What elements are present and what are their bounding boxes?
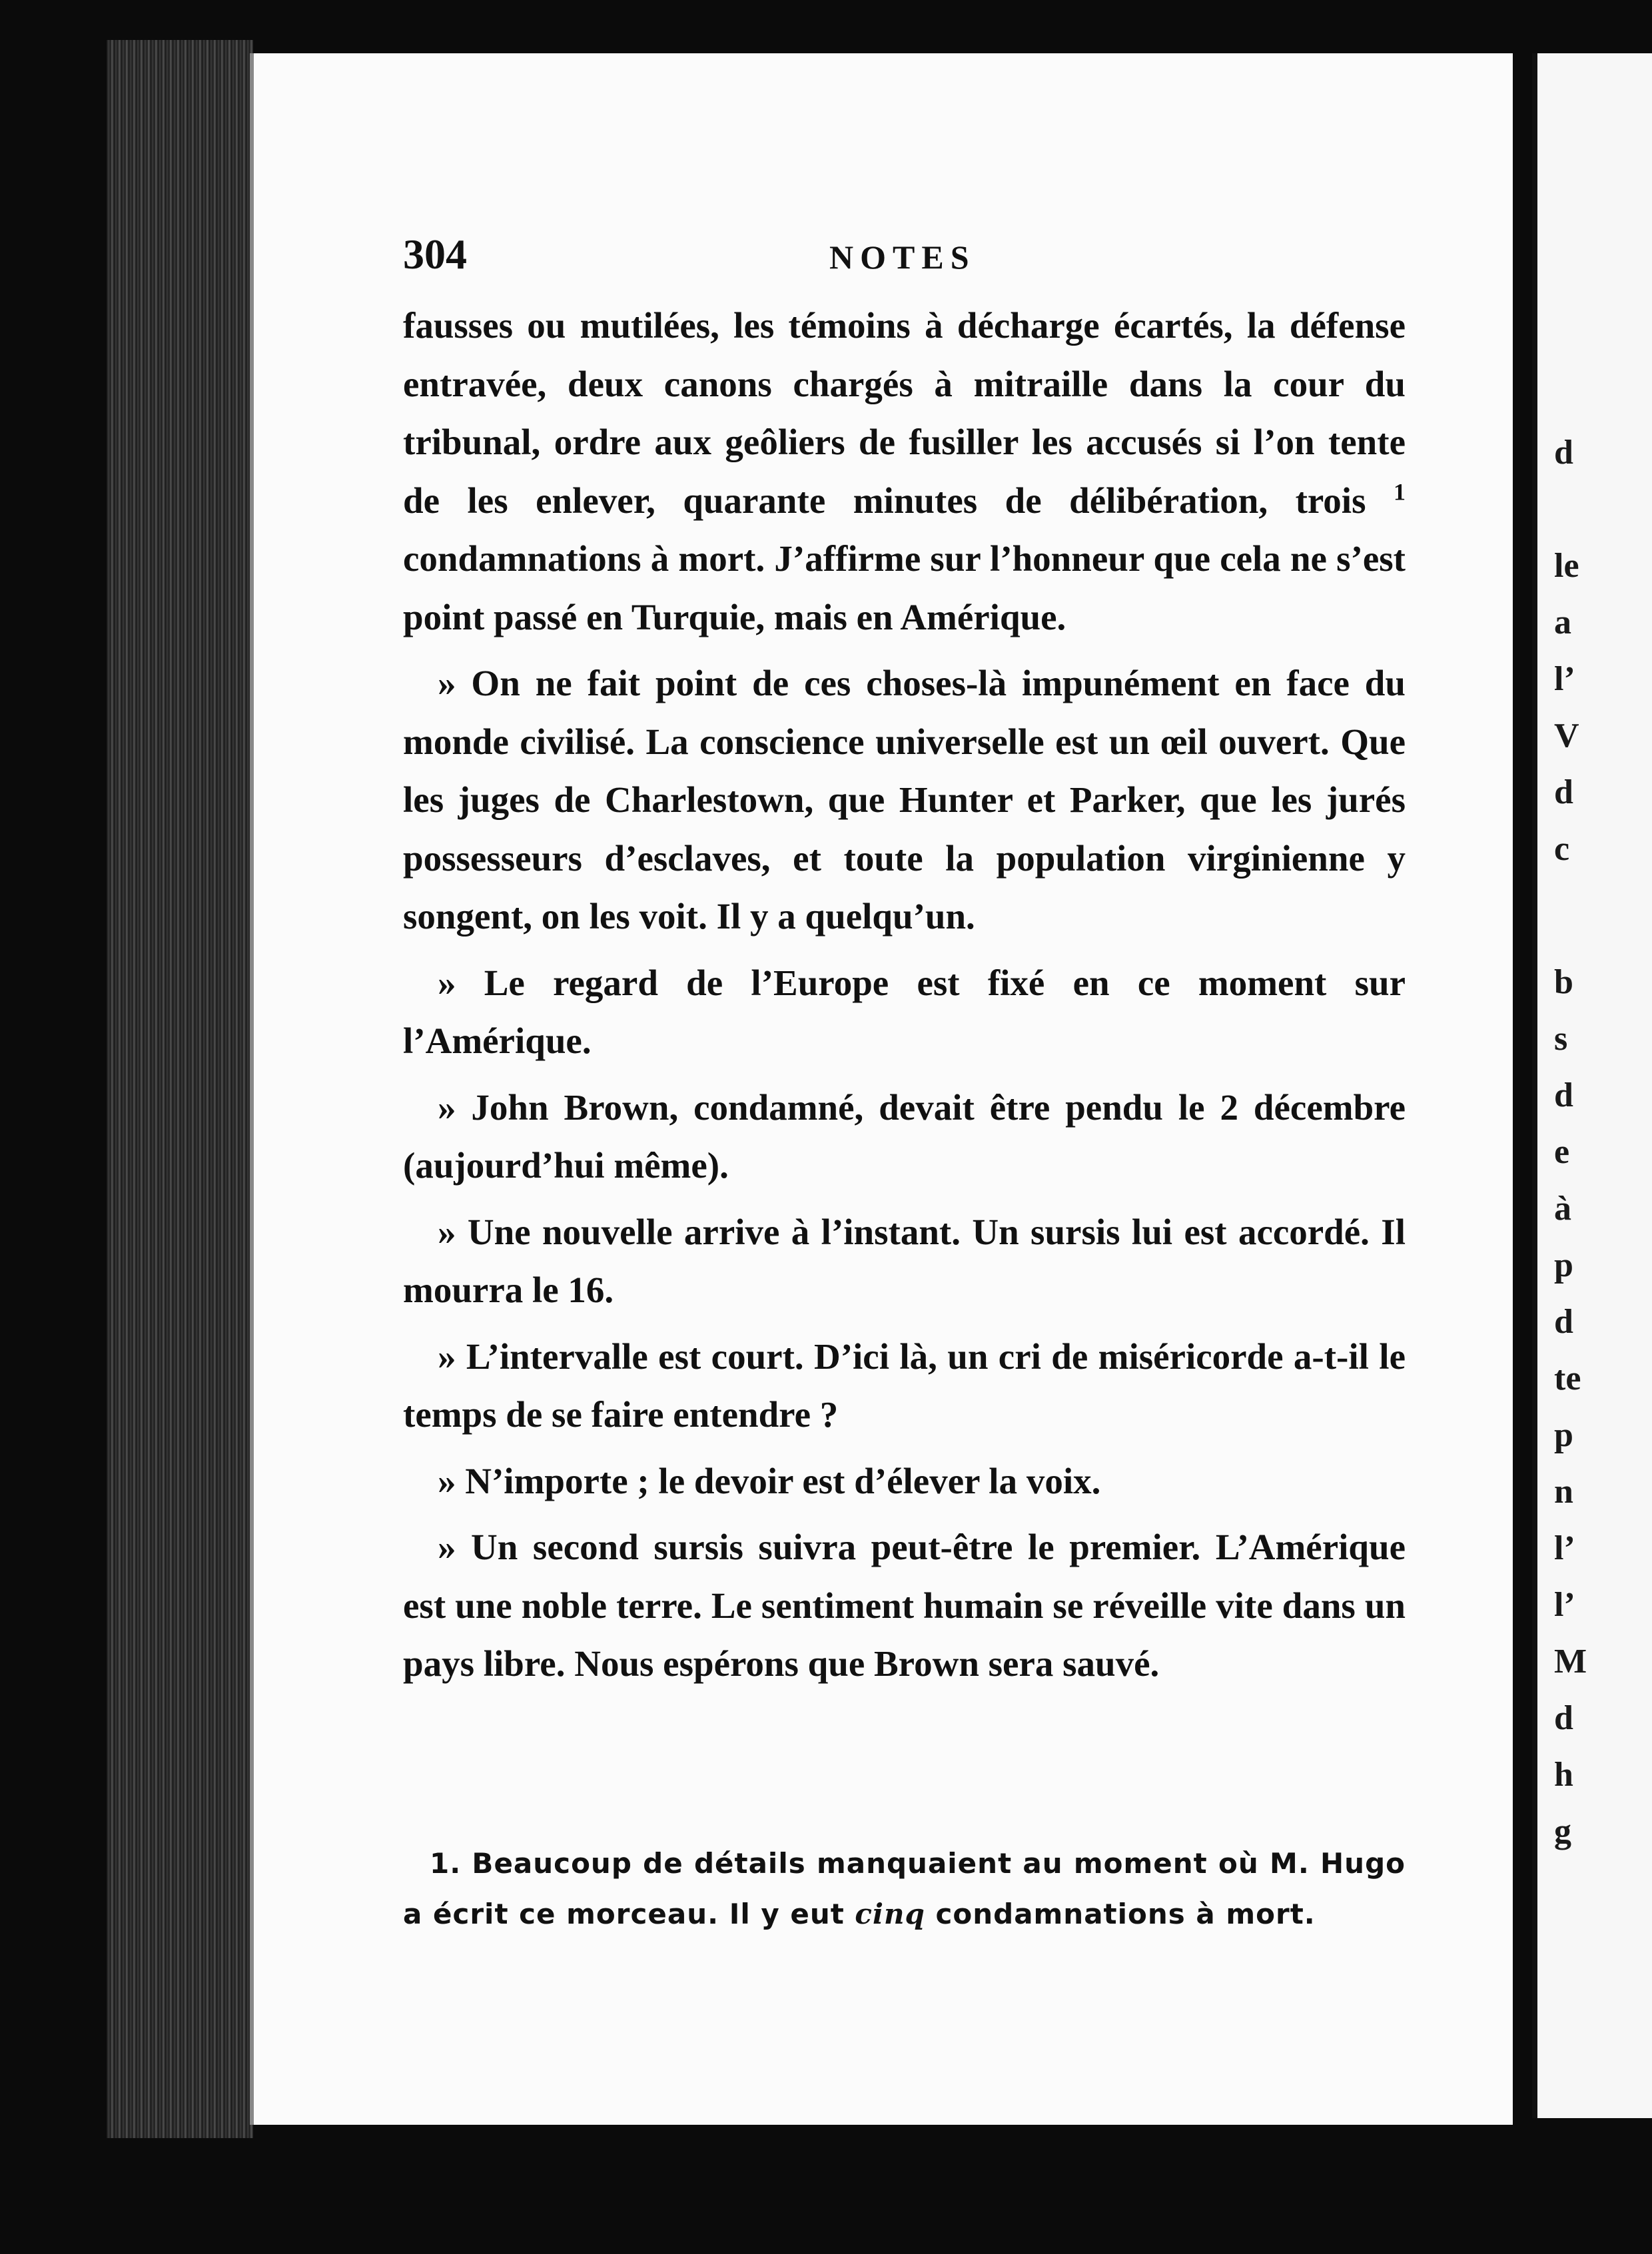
footnote-text-part: condamnations à mort. (925, 1898, 1316, 1930)
facing-page-fragment: d (1554, 1076, 1573, 1114)
facing-page-fragment: l’ (1554, 660, 1575, 698)
facing-page-fragment: p (1554, 1246, 1573, 1284)
paragraph: » L’intervalle est court. D’ici là, un cri de miséricorde a-t-il le temps de se faire entendre ? (403, 1335, 1406, 1435)
facing-page-fragment: d (1554, 434, 1573, 472)
paragraph-text: fausses ou mutilées, les témoins à décharge écartés, la défense entravée, deux canons chargés à mitraille dans la cour du tribunal, ordre aux geôliers de fusiller les accusés si l’on tente de les enlever, quarante minutes de délibération, trois (403, 305, 1406, 521)
facing-page-edge (1532, 53, 1652, 2118)
page-number: 304 (403, 230, 467, 278)
paragraph (403, 296, 1406, 646)
facing-page-fragment: l’ (1554, 1529, 1575, 1567)
book-spine-edge (107, 40, 253, 2138)
facing-page-fragment: p (1554, 1416, 1573, 1454)
facing-page-fragment: e (1554, 1133, 1570, 1171)
facing-page-fragment: s (1554, 1020, 1568, 1058)
page-header (403, 230, 1406, 283)
paragraph: » On ne fait point de ces choses-là impunément en face du monde civilisé. La conscience universelle est un œil ouvert. Que les juges de Charlestown, que Hunter et Parker, que les jurés possesseurs d’esclaves, et toute la population virginienne y songent, on les voit. Il y a quelqu’un. (403, 663, 1406, 937)
facing-page-fragment: te (1554, 1359, 1581, 1397)
facing-page-fragment: a (1554, 603, 1571, 641)
footnote-emphasis: cinq (855, 1898, 925, 1930)
footnote-text-part: 1. Beaucoup de détails manquaient au moment où M. Hugo a écrit ce morceau. Il y eut (403, 1847, 1406, 1930)
running-head: NOTES (829, 238, 976, 276)
facing-page-fragment: n (1554, 1473, 1573, 1511)
footnote-text (403, 1838, 1406, 1940)
facing-page-fragment: g (1554, 1812, 1571, 1850)
facing-page-fragment: d (1554, 773, 1573, 811)
paragraph-text: condamnations à mort. J’affirme sur l’honneur que cela ne s’est point passé en Turquie, mais en Amérique. (403, 538, 1406, 637)
body-text (403, 296, 1406, 1701)
facing-page-fragment: c (1554, 830, 1570, 868)
facing-page-fragment: b (1554, 963, 1573, 1001)
facing-page-fragment: d (1554, 1699, 1573, 1737)
facing-page-fragment: à (1554, 1190, 1571, 1228)
facing-page-fragment: V (1554, 717, 1579, 755)
facing-page-fragment: h (1554, 1756, 1573, 1794)
paragraph: » N’importe ; le devoir est d’élever la voix. (438, 1460, 1101, 1501)
facing-page-fragment: M (1554, 1643, 1587, 1681)
facing-page-fragment: l’ (1554, 1586, 1575, 1624)
paragraph: » Une nouvelle arrive à l’instant. Un sursis lui est accordé. Il mourra le 16. (403, 1211, 1406, 1310)
facing-page-fragment: le (1554, 547, 1579, 585)
facing-page-fragment: d (1554, 1303, 1573, 1341)
paragraph: » Un second sursis suivra peut-être le premier. L’Amérique est une noble terre. Le sentiment humain se réveille vite dans un pays libre. Nous espérons que Brown sera sauvé. (403, 1527, 1406, 1684)
paragraph: » Le regard de l’Europe est fixé en ce moment sur l’Amérique. (403, 962, 1406, 1061)
footnote (403, 1838, 1406, 1940)
paragraph: » John Brown, condamné, devait être pendu le 2 décembre (aujourd’hui même). (403, 1086, 1406, 1186)
footnote-marker[interactable]: 1 (1394, 478, 1406, 506)
